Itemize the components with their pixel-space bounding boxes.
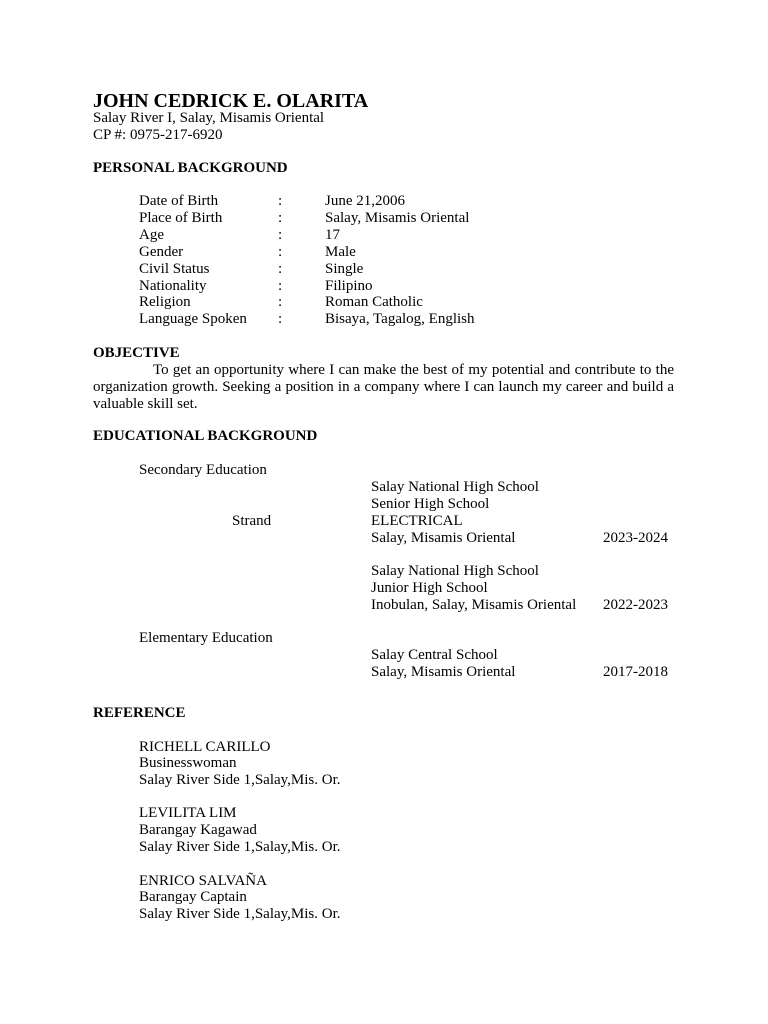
- reference-address: Salay River Side 1,Salay,Mis. Or.: [139, 772, 341, 788]
- reference-name: ENRICO SALVAÑA: [139, 873, 267, 889]
- jhs-years: 2022-2023: [603, 597, 668, 613]
- applicant-name: JOHN CEDRICK E. OLARITA: [93, 90, 369, 112]
- personal-value: Male: [325, 244, 356, 260]
- shs-level: Senior High School: [371, 496, 490, 512]
- reference-role: Barangay Kagawad: [139, 822, 257, 838]
- reference-name: LEVILITA LIM: [139, 805, 237, 821]
- personal-label: Gender: [139, 244, 184, 260]
- elem-school: Salay Central School: [371, 647, 498, 663]
- personal-separator: :: [278, 193, 283, 209]
- personal-separator: :: [278, 294, 283, 310]
- personal-label: Date of Birth: [139, 193, 219, 209]
- elem-years: 2017-2018: [603, 664, 668, 680]
- personal-value: Roman Catholic: [325, 294, 423, 310]
- shs-years: 2023-2024: [603, 530, 668, 546]
- personal-value: Bisaya, Tagalog, English: [325, 311, 475, 327]
- personal-separator: :: [278, 311, 283, 327]
- objective-text: To get an opportunity where I can make the best of my potential and contribute to the organization growth. Seeking a position in a company where I can launch my career and build a valuable skill set.: [93, 362, 674, 412]
- personal-label: Religion: [139, 294, 191, 310]
- personal-value: June 21,2006: [325, 193, 405, 209]
- personal-label: Civil Status: [139, 261, 210, 277]
- personal-separator: :: [278, 261, 283, 277]
- jhs-level: Junior High School: [371, 580, 488, 596]
- objective-paragraph: [93, 362, 674, 413]
- personal-separator: :: [278, 210, 283, 226]
- personal-label: Nationality: [139, 278, 207, 294]
- reference-address: Salay River Side 1,Salay,Mis. Or.: [139, 906, 341, 922]
- shs-location: Salay, Misamis Oriental: [371, 530, 516, 546]
- personal-value: Salay, Misamis Oriental: [325, 210, 470, 226]
- personal-separator: :: [278, 278, 283, 294]
- education-heading: EDUCATIONAL BACKGROUND: [93, 428, 318, 444]
- shs-school: Salay National High School: [371, 479, 539, 495]
- personal-label: Place of Birth: [139, 210, 223, 226]
- personal-value: 17: [325, 227, 340, 243]
- objective-heading: OBJECTIVE: [93, 345, 180, 361]
- secondary-education-label: Secondary Education: [139, 462, 267, 478]
- personal-value: Single: [325, 261, 364, 277]
- reference-heading: REFERENCE: [93, 705, 186, 721]
- personal-value: Filipino: [325, 278, 373, 294]
- elem-location: Salay, Misamis Oriental: [371, 664, 516, 680]
- personal-label: Age: [139, 227, 164, 243]
- elementary-education-label: Elementary Education: [139, 630, 273, 646]
- reference-address: Salay River Side 1,Salay,Mis. Or.: [139, 839, 341, 855]
- reference-name: RICHELL CARILLO: [139, 739, 271, 755]
- applicant-address: Salay River I, Salay, Misamis Oriental: [93, 110, 325, 126]
- strand-label: Strand: [232, 513, 272, 529]
- shs-strand: ELECTRICAL: [371, 513, 463, 529]
- personal-separator: :: [278, 244, 283, 260]
- jhs-location: Inobulan, Salay, Misamis Oriental: [371, 597, 577, 613]
- personal-separator: :: [278, 227, 283, 243]
- personal-label: Language Spoken: [139, 311, 247, 327]
- jhs-school: Salay National High School: [371, 563, 539, 579]
- reference-role: Businesswoman: [139, 755, 237, 771]
- applicant-phone: CP #: 0975-217-6920: [93, 127, 223, 143]
- personal-background-heading: PERSONAL BACKGROUND: [93, 160, 288, 176]
- reference-role: Barangay Captain: [139, 889, 247, 905]
